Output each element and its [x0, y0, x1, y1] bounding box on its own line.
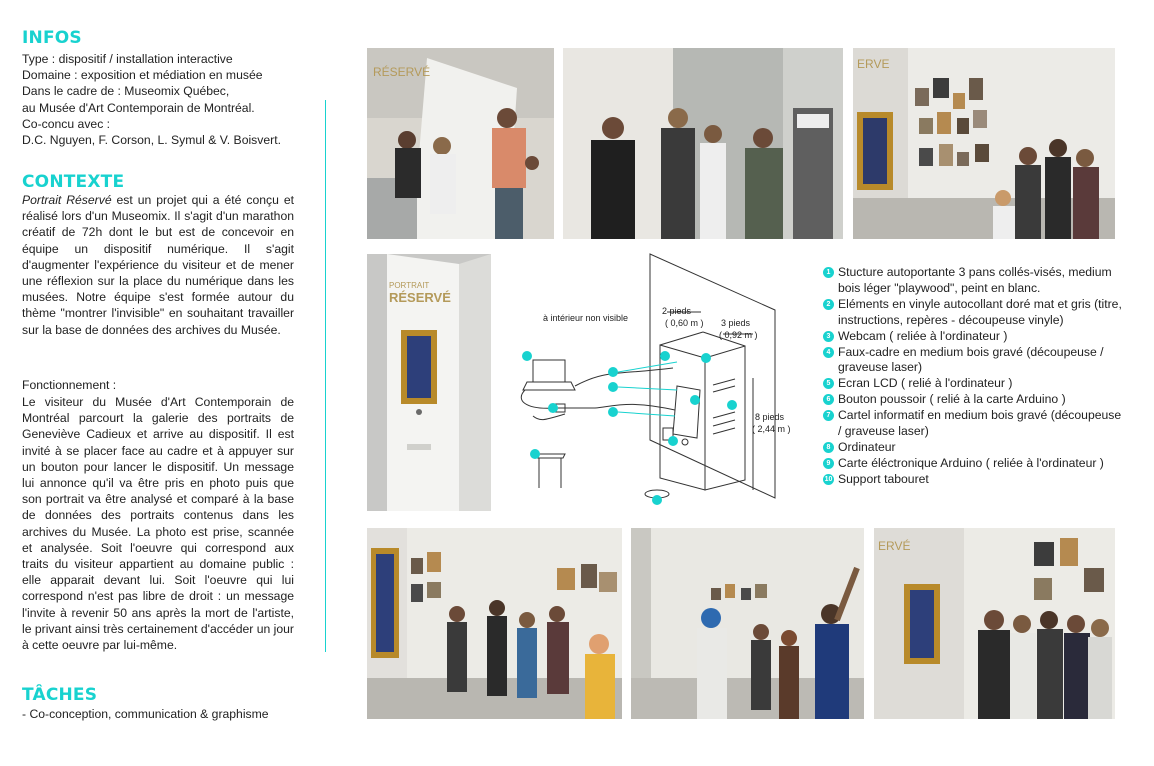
photo-booth — [367, 254, 491, 511]
diagram-depth-metric: ( 0,92 m ) — [719, 330, 758, 340]
photo-team-building — [367, 48, 554, 239]
infos-codesign-label: Co-concu avec : — [22, 116, 111, 131]
legend-item — [823, 265, 1123, 297]
legend-number: 4 — [823, 347, 834, 358]
fonctionnement-title: Fonctionnement : — [22, 378, 117, 392]
legend-item — [823, 392, 1123, 408]
legend-text: Cartel informatif en medium bois gravé (découpeuse / graveuse laser) — [838, 408, 1122, 439]
assembly-diagram — [505, 250, 815, 510]
component-legend — [823, 265, 1123, 488]
booth-portrait-text: PORTRAIT — [389, 281, 430, 290]
legend-text: Ecran LCD ( relié à l'ordinateur ) — [838, 376, 1013, 391]
legend-text: Carte éléctronique Arduino ( reliée à l'ordinateur ) — [838, 455, 1104, 470]
divider-line — [325, 100, 326, 652]
legend-number: 6 — [823, 394, 834, 405]
legend-text: Webcam ( reliée à l'ordinateur ) — [838, 328, 1008, 343]
infos-context: Dans le cadre de : Museomix Québec, — [22, 84, 230, 99]
legend-item — [823, 440, 1123, 456]
legend-number: 7 — [823, 410, 834, 421]
legend-item — [823, 456, 1123, 472]
diagram-interior-label: à intérieur non visible — [543, 313, 629, 323]
legend-text: Bouton poussoir ( relié à la carte Arduino ) — [838, 392, 1066, 407]
fonctionnement-paragraph: Le visiteur du Musée d'Art Contemporain de Montréal parcourt la galerie des portraits de Geneviève Cadieux et arrive au dispositif. Il est invité à se placer face au cadre et à appuyer sur un bouton pour lancer le dispositif. Un message lui annonce qu'il va être pris en photo puis que son portrait va être analysé et comparé à la base de données des portraits contenus dans les archives du Musée. La photo est prise, scannée et analysée. Soit l'oeuvre qui correspond aux traits du visiteur appartient au domaine public : elle apparait devant lui. Soit l'oeuvre qui lui correspond n'est pas libre de droit : un message l'invite à revenir 50 ans après la mort de l'artiste, le privant ainsi très certainement d'accéder un jour à cette oeuvre par lui-même. — [22, 395, 294, 653]
legend-number: 5 — [823, 378, 834, 389]
taches-heading: TÂCHES — [22, 685, 98, 705]
infos-heading: INFOS — [22, 28, 82, 48]
photo-gallery-crowd — [367, 528, 622, 719]
legend-number: 3 — [823, 331, 834, 342]
photo-visitors-pointing — [631, 528, 864, 719]
contexte-paragraph — [22, 192, 294, 338]
legend-text: Faux-cadre en medium bois gravé (découpeuse / graveuse laser) — [838, 344, 1104, 375]
legend-number: 8 — [823, 442, 834, 453]
diagram-width-label: 2 pieds — [662, 306, 692, 316]
photo-erve-text: ERVE — [857, 57, 890, 71]
legend-text: Eléments en vinyle autocollant doré mat et gris (titre, instructions, repères - découpeuse vinyle) — [838, 296, 1122, 327]
infos-type: Type : dispositif / installation interactive — [22, 52, 233, 66]
photo-reserve-text: RÉSERVÉ — [373, 65, 431, 79]
booth-reserve-text: RÉSERVÉ — [389, 290, 451, 305]
infos-block — [22, 51, 322, 148]
legend-item — [823, 472, 1123, 488]
legend-item — [823, 345, 1123, 377]
legend-number: 9 — [823, 458, 834, 469]
contexte-heading: CONTEXTE — [22, 172, 125, 192]
legend-item — [823, 376, 1123, 392]
legend-item — [823, 329, 1123, 345]
legend-number: 1 — [823, 267, 834, 278]
photo-erve-bottom-text: ERVÉ — [878, 539, 911, 553]
legend-text: Support tabouret — [838, 471, 929, 486]
diagram-width-metric: ( 0,60 m ) — [665, 318, 704, 328]
diagram-depth-label: 3 pieds — [721, 318, 751, 328]
legend-text: Ordinateur — [838, 439, 896, 454]
legend-item — [823, 408, 1123, 440]
photo-group-booth — [874, 528, 1115, 719]
diagram-height-metric: ( 2,44 m ) — [752, 424, 791, 434]
legend-number: 2 — [823, 299, 834, 310]
infos-collaborators: D.C. Nguyen, F. Corson, L. Symul & V. Boisvert. — [22, 133, 281, 148]
infos-domain: Domaine : exposition et médiation en musée — [22, 68, 263, 83]
infos-venue: au Musée d'Art Contemporain de Montréal. — [22, 100, 255, 115]
diagram-height-label: 8 pieds — [755, 412, 785, 422]
legend-item — [823, 297, 1123, 329]
project-title: Portrait Réservé — [22, 193, 112, 207]
legend-text: Stucture autoportante 3 pans collés-visés, medium bois léger "playwood", peint en blanc. — [838, 265, 1112, 295]
legend-number: 10 — [824, 475, 833, 483]
contexte-intro: est un projet qui a été conçu et réalisé lors d'un Museomix. Il s'agit d'un marathon créatif de 72h dont le but est de concevoir en équipe un dispositif numérique. Il s'agit d'augmenter l'expérience du visiteur et de mener une réflexion sur la place du numérique dans les musées. Notre équipe s'est formée autour du thème "montrer l'invisible" en souhaitant travailler sur la base de données des archives du Musée. — [22, 193, 294, 337]
taches-text: - Co-conception, communication & graphisme — [22, 707, 269, 721]
photo-gallery-visitors — [853, 48, 1115, 239]
photo-visitors-laughing — [563, 48, 843, 239]
